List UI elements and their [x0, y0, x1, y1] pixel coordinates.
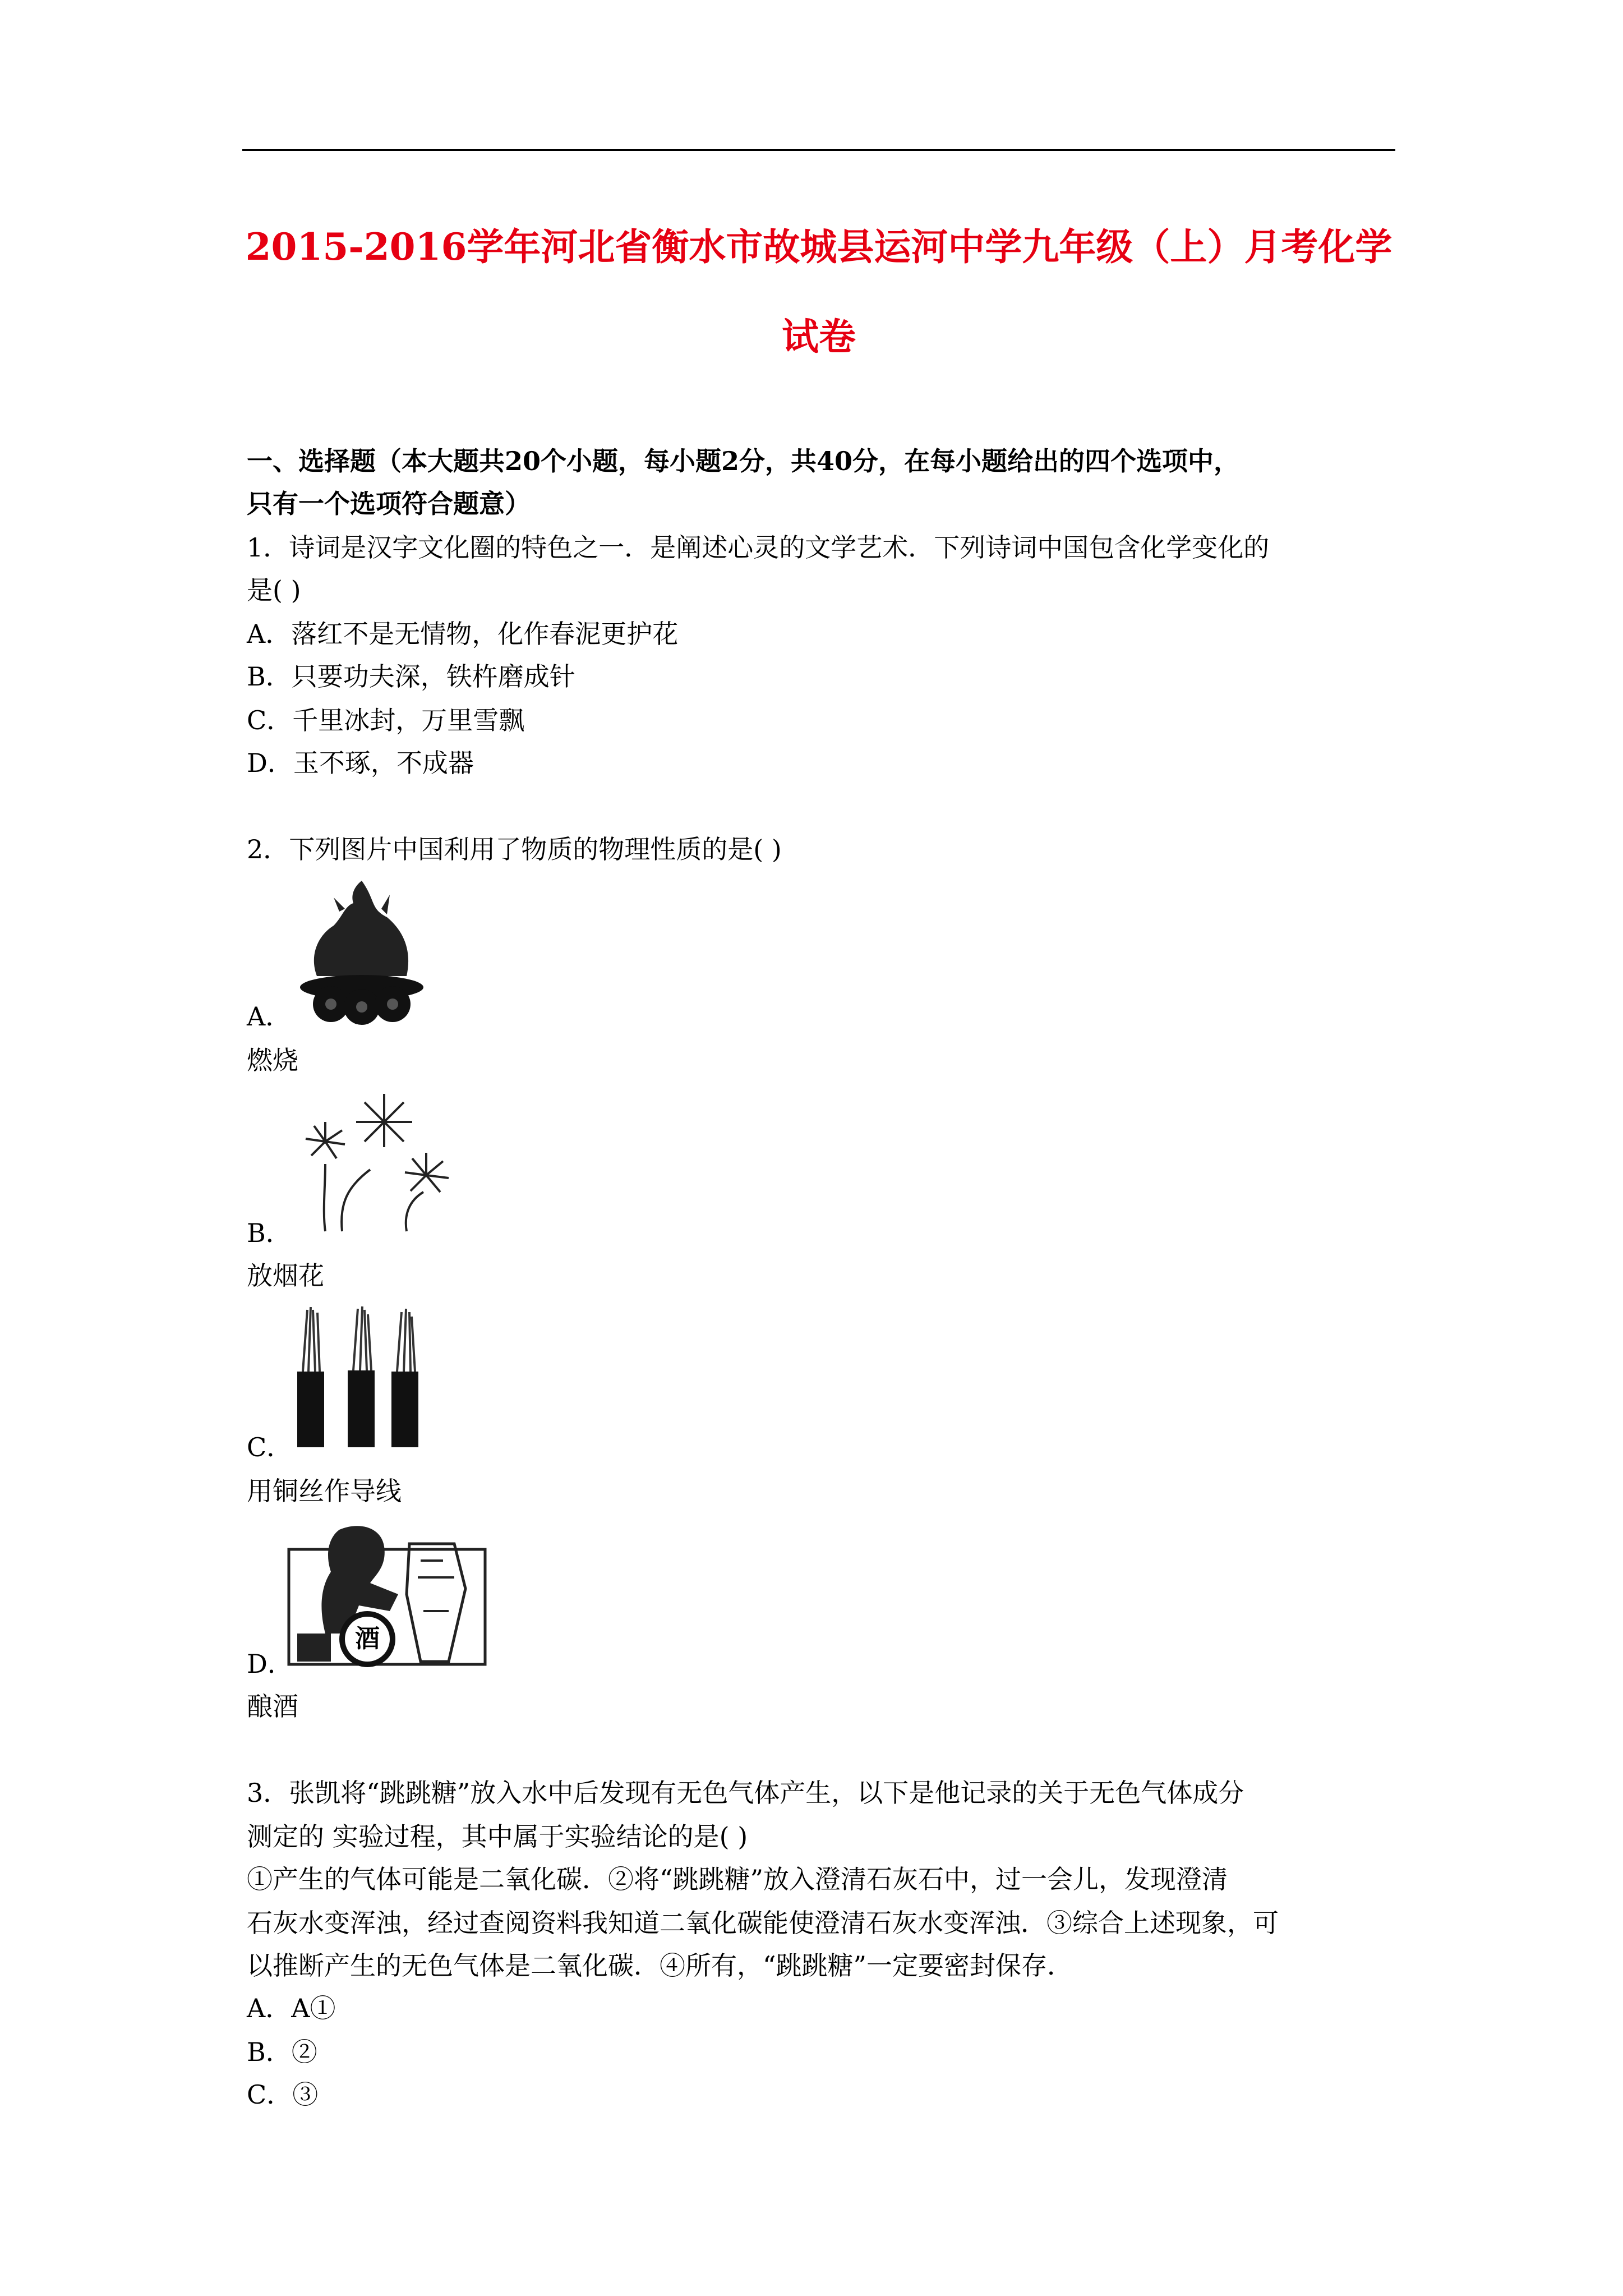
q3-body-line3: 以推断产生的无色气体是二氧化碳．④所有，“跳跳糖”一定要密封保存．: [247, 1950, 1073, 1981]
q1-option-d: D．玉不琢，不成器: [247, 748, 474, 778]
q1-stem-line2: 是( ): [247, 575, 301, 605]
bonfire-icon: [292, 878, 432, 1027]
header-rule: [242, 149, 1395, 151]
q3-body-line2: 石灰水变浑浊，经过查阅资料我知道二氧化碳能使澄清石灰水变浑浊．③综合上述现象，可: [247, 1908, 1279, 1938]
q2-option-b-caption: 放烟花: [247, 1260, 324, 1291]
q2-option-c-letter: C．: [247, 1432, 293, 1462]
q2-option-d-caption: 酿酒: [247, 1691, 298, 1722]
fireworks-icon: [292, 1091, 460, 1237]
q1-option-b: B．只要功夫深，铁杵磨成针: [247, 661, 575, 692]
q3-stem-line2: 测定的 实验过程，其中属于实验结论的是( ): [247, 1821, 748, 1852]
q2-option-a-caption: 燃烧: [247, 1045, 298, 1075]
q2-option-b-letter: B．: [247, 1218, 292, 1248]
copper-wire-icon: [292, 1304, 432, 1450]
page-title-line2: 试卷: [782, 315, 856, 358]
q3-body-line1: ①产生的气体可能是二氧化碳．②将“跳跳糖”放入澄清石灰石中，过一会儿，发现澄清: [247, 1864, 1228, 1894]
q3-stem-line1: 3．张凯将“跳跳糖”放入水中后发现有无色气体产生，以下是他记录的关于无色气体成分: [247, 1778, 1244, 1808]
q3-option-c: C．③: [247, 2079, 319, 2110]
q1-stem-line1: 1．诗词是汉字文化圈的特色之一．是阐述心灵的文学艺术．下列诗词中国包含化学变化的: [247, 532, 1270, 563]
q3-option-a: A．A①: [247, 1993, 336, 2023]
section-heading-line2: 只有一个选项符合题意）: [247, 489, 531, 519]
brewing-icon: [286, 1521, 488, 1667]
q1-option-c: C．千里冰封，万里雪飘: [247, 705, 525, 735]
q2-option-a-letter: A．: [247, 1001, 292, 1032]
page-title-line1: 2015-2016学年河北省衡水市故城县运河中学九年级（上）月考化学: [245, 225, 1393, 269]
brewing-jar-label: 酒: [355, 1625, 380, 1653]
q2-option-c-caption: 用铜丝作导线: [247, 1476, 402, 1506]
q1-option-a: A．落红不是无情物，化作春泥更护花: [247, 619, 679, 649]
section-heading-line1: 一、选择题（本大题共20个小题，每小题2分，共40分，在每小题给出的四个选项中，: [247, 446, 1240, 476]
q3-option-b: B．②: [247, 2037, 317, 2067]
q2-stem: 2．下列图片中国利用了物质的物理性质的是( ): [247, 834, 782, 864]
q2-option-d-letter: D．: [247, 1649, 293, 1679]
